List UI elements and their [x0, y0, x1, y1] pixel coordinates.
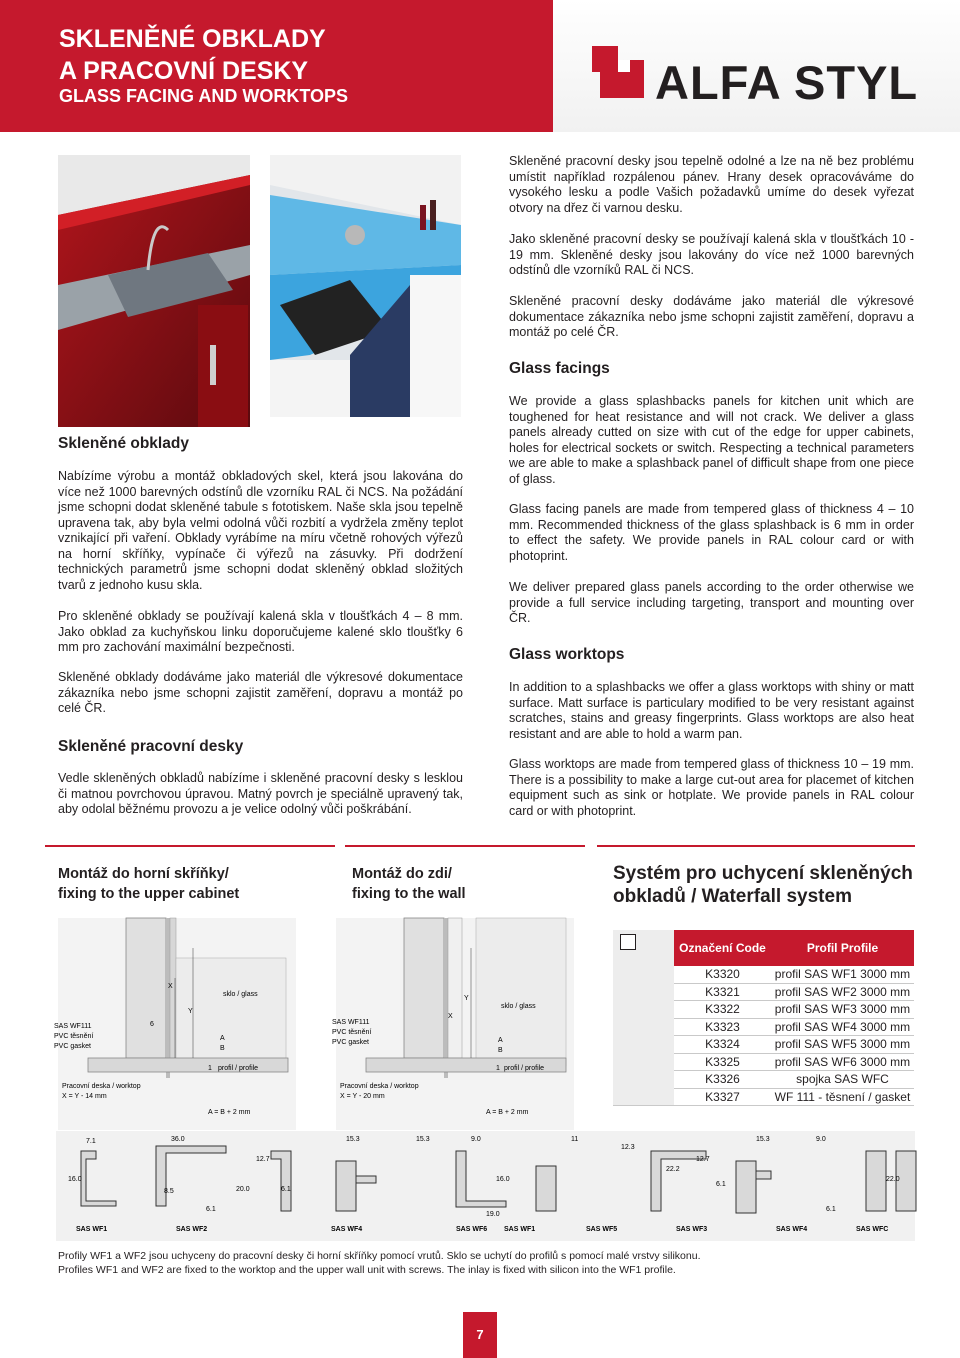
code-cell: K3326 — [674, 1071, 771, 1089]
obklady-paragraph-1: Nabízíme výrobu a montáž obkladových skel, která jsou lakována do více než 1000 barevných odstínů dle vzorníku RAL či NCS. Na požádání jsme schopni dodat skleněné tabule s fototiskem. Naše skla jsou tepelně upravena tak, aby byla velmi odolná vůči rozbití a vydržela změny teplot vznikající při vaření. Obklady vyrábíme na míru včetně rohových výřezů na horní skříňky, vypínače či výřezů na zásuvky. Při dodržení technických parametrů jsme schopni dodat skleněný obklad složitých tvarů z jednoho kusu skla. — [58, 469, 463, 592]
d2-gasket-label-1: SAS WF111 — [332, 1019, 370, 1026]
profile-shape — [271, 1151, 291, 1211]
table-side-cell — [613, 966, 674, 1106]
profile-dimension-label: 22.0 — [886, 1176, 900, 1183]
glass-facings-paragraph-2: Glass facing panels are made from tempered glass of thickness 4 – 10 mm. Recommended thickness of the glass splashback is 6 mm in order to effect the safety. We provide panels in RAL colour card or with photoprint. — [509, 502, 914, 563]
profile-cell: profil SAS WF5 3000 mm — [771, 1036, 914, 1054]
code-column-header: Označení Code — [674, 930, 771, 966]
d2-formula: A = B + 2 mm — [486, 1109, 529, 1116]
profile-dimension-label: 20.0 — [236, 1186, 250, 1193]
profile-dimension-label: 16.0 — [68, 1176, 82, 1183]
profile-dimension-label: 12.7 — [696, 1156, 710, 1163]
profile-dimension-label: 11 — [571, 1136, 579, 1143]
d1-gasket-label-2: PVC těsnění — [54, 1033, 94, 1040]
profile-dimension-label: 19.0 — [486, 1211, 500, 1218]
obklady-paragraph-3: Skleněné obklady dodáváme jako materiál dle výkresové dokumentace zákazníka nebo jsme schopni zajistit zaměření, dopravu a montáž po celé ČR. — [58, 670, 463, 715]
upper-cabinet-drawing — [54, 918, 296, 1130]
glass-facings-heading: Glass facings — [509, 360, 610, 377]
profile-dimension-label: 7.1 — [86, 1138, 96, 1145]
d2-a-label: A — [498, 1037, 503, 1044]
d2-worktop-label-1: Pracovní deska / worktop — [340, 1083, 419, 1090]
d1-gasket-label-3: PVC gasket — [54, 1043, 91, 1050]
d2-x-label: X — [448, 1013, 453, 1020]
table-number-cell — [613, 930, 674, 966]
d2-gasket-label-3: PVC gasket — [332, 1039, 369, 1046]
profile-shape — [336, 1161, 376, 1211]
obklady-heading: Skleněné obklady — [58, 435, 189, 452]
profile-cell: profil SAS WF2 3000 mm — [771, 983, 914, 1001]
profile-shape — [536, 1166, 556, 1211]
wall-drawing — [332, 918, 574, 1130]
alfa-styl-logo-mark — [592, 46, 644, 98]
glass-facings-paragraph-3: We deliver prepared glass panels according to the order otherwise we provide a full service including targeting, transport and mounting over ČR. — [509, 580, 914, 625]
d1-worktop-label-2: X = Y - 14 mm — [62, 1093, 107, 1100]
code-cell: K3323 — [674, 1018, 771, 1036]
profile-shape — [736, 1161, 771, 1213]
profile-name-label: SAS WF4 — [776, 1226, 808, 1233]
code-cell: K3327 — [674, 1088, 771, 1106]
waterfall-system-heading-line1: Systém pro uchycení skleněných — [613, 863, 913, 884]
code-cell: K3321 — [674, 983, 771, 1001]
blue-kitchen-photo — [270, 155, 461, 417]
d2-gasket-label-2: PVC těsnění — [332, 1029, 372, 1036]
profile-name-label: SAS WF3 — [676, 1226, 708, 1233]
intro-paragraph-3: Skleněné pracovní desky dodáváme jako materiál dle výkresové dokumentace zákazníka nebo jsme schopni zajistit zaměření, dopravu a montáž po celé ČR. — [509, 294, 914, 339]
profile-name-label: SAS WFC — [856, 1226, 889, 1233]
profile-name-label: SAS WF2 — [176, 1226, 208, 1233]
profile-cell: profil SAS WF3 3000 mm — [771, 1001, 914, 1019]
profile-cell: spojka SAS WFC — [771, 1071, 914, 1089]
page-number: 7 — [463, 1312, 497, 1358]
section-rule-1 — [45, 845, 335, 847]
profile-dimension-label: 6.1 — [826, 1206, 836, 1213]
waterfall-system-heading-line2: obkladů / Waterfall system — [613, 886, 852, 907]
d1-worktop-label-1: Pracovní deska / worktop — [62, 1083, 141, 1090]
profile-cell: WF 111 - těsnení / gasket — [771, 1088, 914, 1106]
profile-name-label: SAS WF1 — [504, 1226, 536, 1233]
d1-x-label: X — [168, 983, 173, 990]
profile-dimension-label: 15.3 — [756, 1136, 770, 1143]
d1-six-label: 6 — [150, 1021, 154, 1028]
footnote-cz: Profily WF1 a WF2 jsou uchyceny do pracovní desky či horní skříňky pomocí vrutů. Sklo se uchytí do profilů s pomocí malé vrstvy silikonu. — [58, 1250, 701, 1262]
d1-formula: A = B + 2 mm — [208, 1109, 251, 1116]
red-kitchen-photo — [58, 155, 250, 427]
page-title: SKLENĚNÉ OBKLADY — [59, 25, 326, 53]
section-rule-3 — [597, 845, 915, 847]
profile-name-label: SAS WF6 — [456, 1226, 488, 1233]
waterfall-system-heading — [613, 862, 913, 908]
d2-b-label: B — [498, 1047, 503, 1054]
footnote-en: Profiles WF1 and WF2 are fixed to the worktop and the upper wall unit with screws. The inlay is fixed with silicon into the WF1 profile. — [58, 1264, 676, 1276]
profile-dimension-label: 6.1 — [281, 1186, 291, 1193]
table-number: 1 — [620, 934, 636, 950]
profile-dimension-label: 6.1 — [206, 1206, 216, 1213]
profile-dimension-label: 9.0 — [816, 1136, 826, 1143]
d2-worktop-label-2: X = Y - 20 mm — [340, 1093, 385, 1100]
d1-y-label: Y — [188, 1008, 193, 1015]
d1-b-label: B — [220, 1045, 225, 1052]
wall-heading — [352, 864, 466, 904]
profiles-svg — [56, 1131, 915, 1241]
obklady-paragraph-2: Pro skleněné obklady se používají kalená skla v tloušťkách 4 – 8 mm. Jako obklad za kuchyňskou linku doporučujeme kalené sklo tloušťky 6 mm pro zachování maximální bezpečnosti. — [58, 609, 463, 654]
d2-y-label: Y — [464, 995, 469, 1002]
profile-dimension-label: 9.0 — [471, 1136, 481, 1143]
code-cell: K3325 — [674, 1053, 771, 1071]
desky-paragraph-1: Vedle skleněných obkladů nabízíme i skleněné pracovní desky s lesklou či matnou povrchovou úpravou. Matný povrch je speciálně upravený tak, aby odolal běžnému provozu a je velice odolný vůči poškrábání. — [58, 771, 463, 816]
profile-dimension-label: 16.0 — [496, 1176, 510, 1183]
upper-cabinet-heading-en: fixing to the upper cabinet — [58, 886, 240, 902]
upper-cabinet-heading-cz: Montáž do horní skříňky/ — [58, 866, 229, 882]
d2-profil-label: profil / profile — [504, 1065, 545, 1072]
section-rule-2 — [345, 845, 585, 847]
profile-dimension-label: 36.0 — [171, 1136, 185, 1143]
title-block — [0, 0, 553, 132]
code-cell: K3320 — [674, 966, 771, 983]
code-cell: K3324 — [674, 1036, 771, 1054]
profile-spec-table — [613, 930, 914, 1106]
d1-one-label: 1 — [208, 1065, 212, 1072]
profile-dimension-label: 8.5 — [164, 1188, 174, 1195]
glass-worktops-paragraph-2: Glass worktops are made from tempered glass of thickness 10 – 19 mm. There is a possibility to make a large cut-out area for placemet of kitchen equipment such as sink or hotplate. We provide panels in RAL colour card or with photoprint. — [509, 757, 914, 818]
profile-dimension-label: 6.1 — [716, 1181, 726, 1188]
d1-sklo-label: sklo / glass — [223, 991, 258, 998]
profile-dimension-label: 12.3 — [621, 1144, 635, 1151]
upper-cabinet-heading — [58, 864, 239, 904]
profile-cell: profil SAS WF6 3000 mm — [771, 1053, 914, 1071]
brand-name: ALFA STYL — [655, 56, 919, 109]
d1-gasket-label-1: SAS WF111 — [54, 1023, 92, 1030]
code-cell: K3322 — [674, 1001, 771, 1019]
profile-name-label: SAS WF5 — [586, 1226, 618, 1233]
profile-cell: profil SAS WF1 3000 mm — [771, 966, 914, 983]
profile-column-header: Profil Profile — [771, 930, 914, 966]
profile-name-label: SAS WF4 — [331, 1226, 363, 1233]
profiles-drawing-strip — [56, 1131, 915, 1241]
profile-dimension-label: 12.7 — [256, 1156, 270, 1163]
intro-paragraph-1: Skleněné pracovní desky jsou tepelně odolné a lze na ně bez problému umístit například rozpálenou pánev. Hrany desek opracováváme do vysokého lesku a podle Vašich požadavků umíme do desek vyřezat otvory na dřez či varnou desku. — [509, 154, 914, 215]
profile-name-label: SAS WF1 — [76, 1226, 108, 1233]
d1-a-label: A — [220, 1035, 225, 1042]
profile-shape — [81, 1151, 116, 1206]
desky-heading: Skleněné pracovní desky — [58, 738, 244, 755]
footnote — [58, 1249, 701, 1277]
d2-one-label: 1 — [496, 1065, 500, 1072]
wall-heading-en: fixing to the wall — [352, 886, 466, 902]
glass-worktops-paragraph-1: In addition to a splashbacks we offer a glass worktops with shiny or matt surface. Matt surface is particulary modified to be very resistant against scratches, stains and greasy fingerprints. Glass worktops are also heat resistant and are able to hold a warm pan. — [509, 680, 914, 741]
profile-cell: profil SAS WF4 3000 mm — [771, 1018, 914, 1036]
page-subtitle: GLASS FACING AND WORKTOPS — [59, 86, 349, 106]
profile-shape — [156, 1146, 226, 1206]
page-title-line2: A PRACOVNÍ DESKY — [59, 57, 309, 85]
table-row — [613, 966, 914, 983]
glass-worktops-heading: Glass worktops — [509, 646, 625, 663]
profile-dimension-label: 15.3 — [416, 1136, 430, 1143]
profile-dimension-label: 22.2 — [666, 1166, 680, 1173]
d1-profil-label: profil / profile — [218, 1065, 259, 1072]
d2-sklo-label: sklo / glass — [501, 1003, 536, 1010]
profile-dimension-label: 15.3 — [346, 1136, 360, 1143]
intro-paragraph-2: Jako skleněné pracovní desky se používají kalená skla v tloušťkách 10 - 19 mm. Skleněné desky jsou lakovány do více než 1000 barevných odstínů dle vzorníků RAL či NCS. — [509, 232, 914, 277]
wall-heading-cz: Montáž do zdi/ — [352, 866, 452, 882]
glass-facings-paragraph-1: We provide a glass splashbacks panels for kitchen unit which are toughened for heat resistance and will not crack. We deliver a glass panels already cutted on size with cut of the edge for upper cabinets, holes for electrical sockets or switch. Respecting a technical parameters we are able to make a splashback panel of difficult shape from one piece of glass. — [509, 394, 914, 486]
